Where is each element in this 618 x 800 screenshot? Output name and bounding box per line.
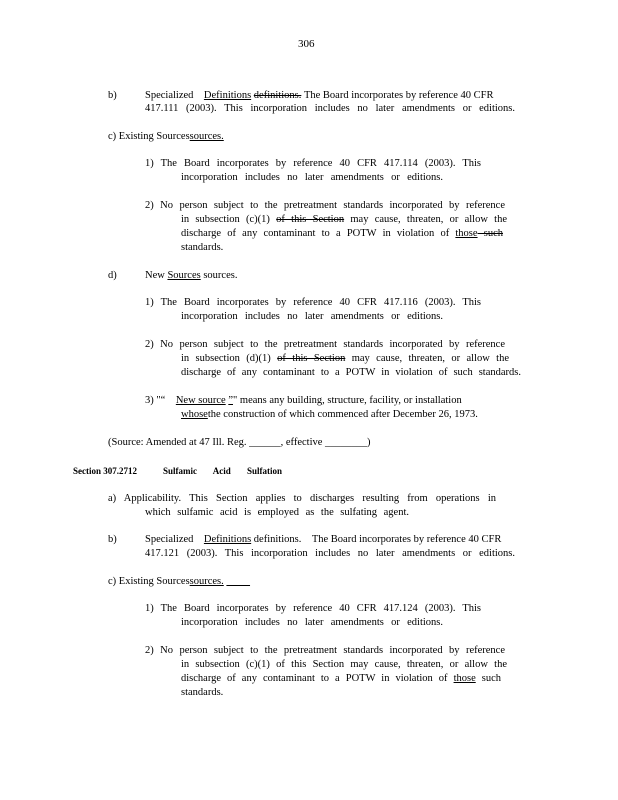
existing-sources-heading-2: c) Existing Sourcessources.: [108, 576, 224, 587]
existing-2-line-4: standards.: [181, 242, 224, 253]
existing-sources-heading: c) Existing Sourcessources.: [108, 131, 224, 142]
existing-2-line-3: discharge of any contaminant to a POTW in violation of those such: [181, 228, 503, 239]
new-3-line-1: 3) "“ New source ”" means any building, structure, facility, or installation: [145, 395, 462, 406]
new-sources-heading: New Sources sources.: [145, 270, 238, 281]
existing-1-line-1: 1) The Board incorporates by reference 40 CFR 417.114 (2003). This: [145, 158, 481, 169]
existing-b-1-line-1: 1) The Board incorporates by reference 40 CFR 417.124 (2003). This: [145, 603, 481, 614]
new-1-line-1: 1) The Board incorporates by reference 40 CFR 417.116 (2003). This: [145, 297, 481, 308]
new-2-line-1: 2) No person subject to the pretreatment standards incorporated by reference: [145, 339, 505, 350]
existing-b-1-line-2: incorporation includes no later amendments or editions.: [181, 617, 443, 628]
new-1-line-2: incorporation includes no later amendments or editions.: [181, 311, 443, 322]
definitions-2-line-1: Specialized Definitions definitions. The Board incorporates by reference 40 CFR: [145, 534, 502, 545]
existing-b-2-line-3: discharge of any contaminant to a POTW in violation of those such: [181, 673, 501, 684]
definitions-2-line-2: 417.121 (2003). This incorporation includes no later amendments or editions.: [145, 548, 515, 559]
existing-b-2-line-2: in subsection (c)(1) of this Section may cause, threaten, or allow the: [181, 659, 507, 670]
item-label-b-2: b): [108, 534, 117, 545]
item-label-b: b): [108, 90, 117, 101]
new-2-line-2: in subsection (d)(1) of this Section may cause, threaten, or allow the: [181, 353, 509, 364]
new-3-line-2: whosethe construction of which commenced after December 26, 1973.: [181, 409, 478, 420]
definitions-line-2: 417.111 (2003). This incorporation includes no later amendments or editions.: [145, 103, 515, 114]
existing-1-line-2: incorporation includes no later amendments or editions.: [181, 172, 443, 183]
new-2-line-3: discharge of any contaminant to a POTW in violation of such standards.: [181, 367, 521, 378]
page-number: 306: [298, 38, 315, 50]
applicability-line-1: a) Applicability. This Section applies to discharges resulting from operations in: [108, 493, 496, 504]
existing-b-2-line-4: standards.: [181, 687, 224, 698]
section-number: Section 307.2712: [73, 466, 137, 476]
existing-2-line-2: in subsection (c)(1) of this Section may cause, threaten, or allow the: [181, 214, 508, 225]
existing-2-line-1: 2) No person subject to the pretreatment standards incorporated by reference: [145, 200, 505, 211]
source-note: (Source: Amended at 47 Ill. Reg. ______, effective ________): [108, 437, 371, 448]
item-label-d: d): [108, 270, 117, 281]
existing-b-2-line-1: 2) No person subject to the pretreatment standards incorporated by reference: [145, 645, 505, 656]
applicability-line-2: which sulfamic acid is employed as the sulfating agent.: [145, 507, 409, 518]
section-title: Sulfamic Acid Sulfation: [163, 466, 283, 476]
definitions-line-1: Specialized Definitions definitions. The Board incorporates by reference 40 CFR: [145, 90, 494, 101]
